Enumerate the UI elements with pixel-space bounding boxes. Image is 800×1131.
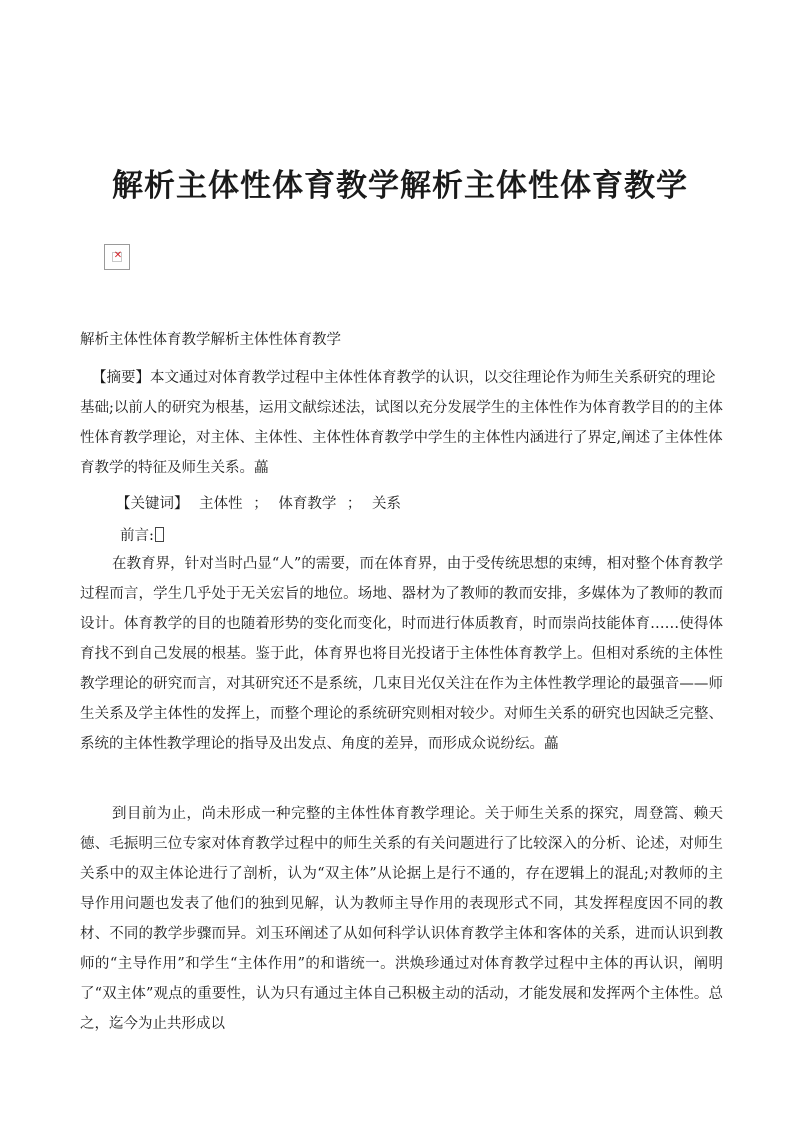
document-title: 解析主体性体育教学解析主体性体育教学 [112, 168, 688, 204]
document-subtitle: 解析主体性体育教学解析主体性体育教学 [80, 332, 341, 348]
body-paragraph-1: 在教育界，针对当时凸显“人”的需要，而在体育界，由于受传统思想的束缚，相对整个体育教学过程而言，学生几乎处于无关宏旨的地位。场地、器材为了教师的教而安排，多媒体为了教师的教而设计。体育教学的目的也随着形势的变化而变化，时而进行体质教育，时而崇尚技能体育……使得体育找不到自己发展的根基。鉴于此，体育界也将目光投诸于主体性体育教学上。但相对系统的主体性教学理论的研究而言，对其研究还不是系统，几束目光仅关注在作为主体性教学理论的最强音——师生关系及学主体性的发挥上，而整个理论的系统研究则相对较少。对师生关系的研究也因缺乏完整、系统的主体性教学理论的指导及出发点、角度的差异，而形成众说纷纭。藟 [80, 556, 723, 752]
broken-image-icon: ✕ [104, 244, 130, 270]
preface-heading [120, 521, 320, 551]
body-paragraph-2: 到目前为止，尚未形成一种完整的主体性体育教学理论。关于师生关系的探究，周登篙、赖天德、毛振明三位专家对体育教学过程中的师生关系的有关问题进行了比较深入的分析、论述，对师生关系中的双主体论进行了剖析，认为“双主体”从论据上是行不通的，存在逻辑上的混乱;对教师的主导作用问题也发表了他们的独到见解，认为教师主导作用的表现形式不同，其发挥程度因不同的教材、不同的教学步骤而异。刘玉环阐述了从如何科学认识体育教学主体和客体的关系，进而认识到教师的“主导作用”和学生“主体作用”的和谐统一。洪焕珍通过对体育教学过程中主体的再认识，阐明了“双主体”观点的重要性，认为只有通过主体自己积极主动的活动，才能发展和发挥两个主体性。总之，迄今为止共形成以 [80, 806, 723, 1032]
keywords-line: 【关键词】 主体性 ； 体育教学 ； 关系 [116, 496, 402, 512]
preface-label: 前言: [120, 528, 154, 544]
abstract-paragraph: 【摘要】本文通过对体育教学过程中主体性体育教学的认识，以交往理论作为师生关系研究的理论基础;以前人的研究为根基，运用文献综述法，试图以充分发展学生的主体性作为体育教学目的的主体性体育教学理论，对主体、主体性、主体性体育教学中学生的主体性内涵进行了界定,阐述了主体性体育教学的特征及师生关系。藟 [80, 370, 723, 476]
missing-glyph-icon [155, 527, 164, 542]
